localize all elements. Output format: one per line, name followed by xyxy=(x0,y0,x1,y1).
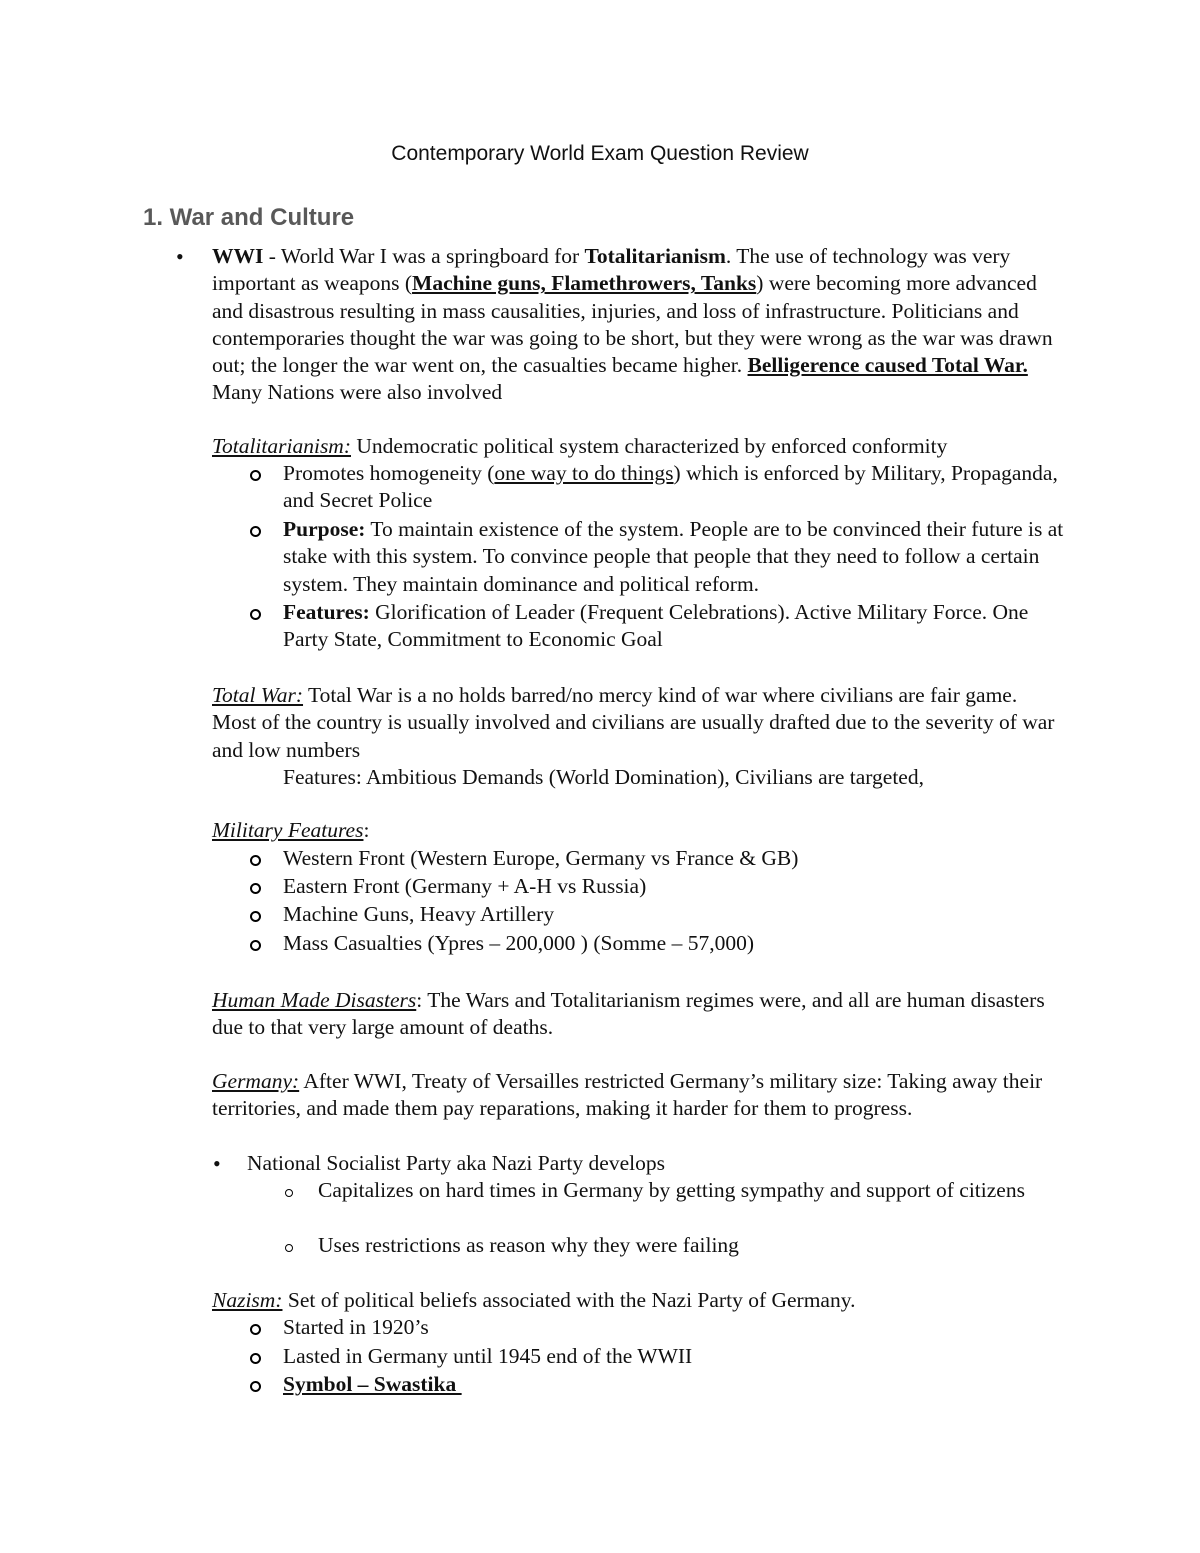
wwi-text: ) were becoming more advanced and disastrous resulting in mass causalities, injuries, and loss of infrastructure. Politicians and contemporaries thought the war was going to be short, but they were wrong as the war was drawn out; the longer the war went on, the casualties became higher. xyxy=(212,271,1053,378)
list-item: Lasted in Germany until 1945 end of the WWII xyxy=(283,1344,693,1368)
bullet-icon: • xyxy=(176,244,184,269)
list-item: Capitalizes on hard times in Germany by getting sympathy and support of citizens xyxy=(318,1178,1025,1202)
definition-term: Total War: xyxy=(212,683,304,707)
wwi-paragraph xyxy=(212,243,1062,407)
list-item: Machine Guns, Heavy Artillery xyxy=(283,902,555,926)
total-war-features: Features: Ambitious Demands (World Domination), Civilians are targeted, xyxy=(283,765,924,789)
hollow-bullet-icon xyxy=(250,911,261,922)
definition-text: Set of political beliefs associated with the Nazi Party of Germany. xyxy=(282,1288,856,1312)
hollow-bullet-icon xyxy=(250,855,261,866)
list-item: Uses restrictions as reason why they were failing xyxy=(318,1233,739,1257)
section-heading: 1. War and Culture xyxy=(143,204,355,231)
definition-text: After WWI, Treaty of Versailles restricted Germany’s military size: Taking away their territories, and made them pay reparations, making it harder for them to progress. xyxy=(212,1069,1043,1121)
military-features-heading xyxy=(212,817,1062,844)
list-item-label: Features: xyxy=(283,600,370,624)
nazism-definition xyxy=(212,1287,1062,1314)
hollow-bullet-icon xyxy=(250,1353,261,1364)
hollow-bullet-icon xyxy=(250,526,261,537)
hollow-bullet-icon xyxy=(285,1244,293,1252)
germany-definition xyxy=(212,1068,1062,1123)
belligerence-keyword: Belligerence caused Total War. xyxy=(747,353,1028,378)
human-made-disasters-definition xyxy=(212,987,1062,1042)
hollow-bullet-icon xyxy=(285,1189,293,1197)
hollow-bullet-icon xyxy=(250,609,261,620)
list-item-text: To maintain existence of the system. People are to be convinced their future is at stake with this system. To convince people that people that they need to follow a certain system. They maintain dominance and political reform. xyxy=(283,517,1064,596)
definition-term: Nazism: xyxy=(212,1288,283,1312)
wwi-text: . The use of technology was very important as weapons ( xyxy=(212,244,1011,296)
totalitarianism-definition xyxy=(212,433,1062,460)
totalitarianism-keyword: Totalitarianism xyxy=(584,244,726,268)
hollow-bullet-icon xyxy=(250,470,261,481)
definition-term: Military Features xyxy=(212,818,364,842)
list-item-text: ) which is enforced by Military, Propaganda, and Secret Police xyxy=(283,461,1058,513)
wwi-term: WWI xyxy=(212,244,264,268)
definition-term: Totalitarianism: xyxy=(212,434,351,458)
hollow-bullet-icon xyxy=(250,1381,261,1392)
list-item xyxy=(283,460,1073,515)
list-item-text: Promotes homogeneity ( xyxy=(283,461,495,485)
hollow-bullet-icon xyxy=(250,883,261,894)
hollow-bullet-icon xyxy=(250,1324,261,1335)
wwi-text: - World War I was a springboard for xyxy=(263,244,585,268)
list-item: National Socialist Party aka Nazi Party develops xyxy=(247,1151,665,1175)
symbol-keyword: Symbol – Swastika xyxy=(283,1372,462,1396)
list-item: Western Front (Western Europe, Germany vs France & GB) xyxy=(283,846,799,870)
list-item-underlined: one way to do things xyxy=(494,461,674,485)
definition-text: Undemocratic political system characterized by enforced conformity xyxy=(351,434,948,458)
definition-text: Total War is a no holds barred/no mercy kind of war where civilians are fair game. Most of the country is usually involved and civilians are usually drafted due to the severity of war and low numbers xyxy=(212,683,1055,762)
definition-term: Human Made Disasters xyxy=(212,988,417,1012)
list-item-text: Glorification of Leader (Frequent Celebrations). Active Military Force. One Party State, Commitment to Economic Goal xyxy=(283,600,1029,652)
list-item: Eastern Front (Germany + A-H vs Russia) xyxy=(283,874,647,898)
list-item xyxy=(283,516,1073,598)
definition-term: Germany: xyxy=(212,1069,300,1093)
definition-text: : xyxy=(363,818,370,842)
list-item xyxy=(283,1371,1073,1398)
bullet-icon: • xyxy=(213,1151,221,1176)
weapons-keyword: Machine guns, Flamethrowers, Tanks xyxy=(412,271,757,296)
hollow-bullet-icon xyxy=(250,940,261,951)
list-item: Started in 1920’s xyxy=(283,1315,429,1339)
wwi-text: Many Nations were also involved xyxy=(212,380,503,405)
list-item xyxy=(283,599,1073,654)
document-title: Contemporary World Exam Question Review xyxy=(391,142,809,165)
list-item-label: Purpose: xyxy=(283,517,366,541)
list-item: Mass Casualties (Ypres – 200,000 ) (Somme – 57,000) xyxy=(283,931,754,955)
definition-text: : The Wars and Totalitarianism regimes were, and all are human disasters due to that very large amount of deaths. xyxy=(212,988,1045,1040)
total-war-definition xyxy=(212,682,1062,764)
